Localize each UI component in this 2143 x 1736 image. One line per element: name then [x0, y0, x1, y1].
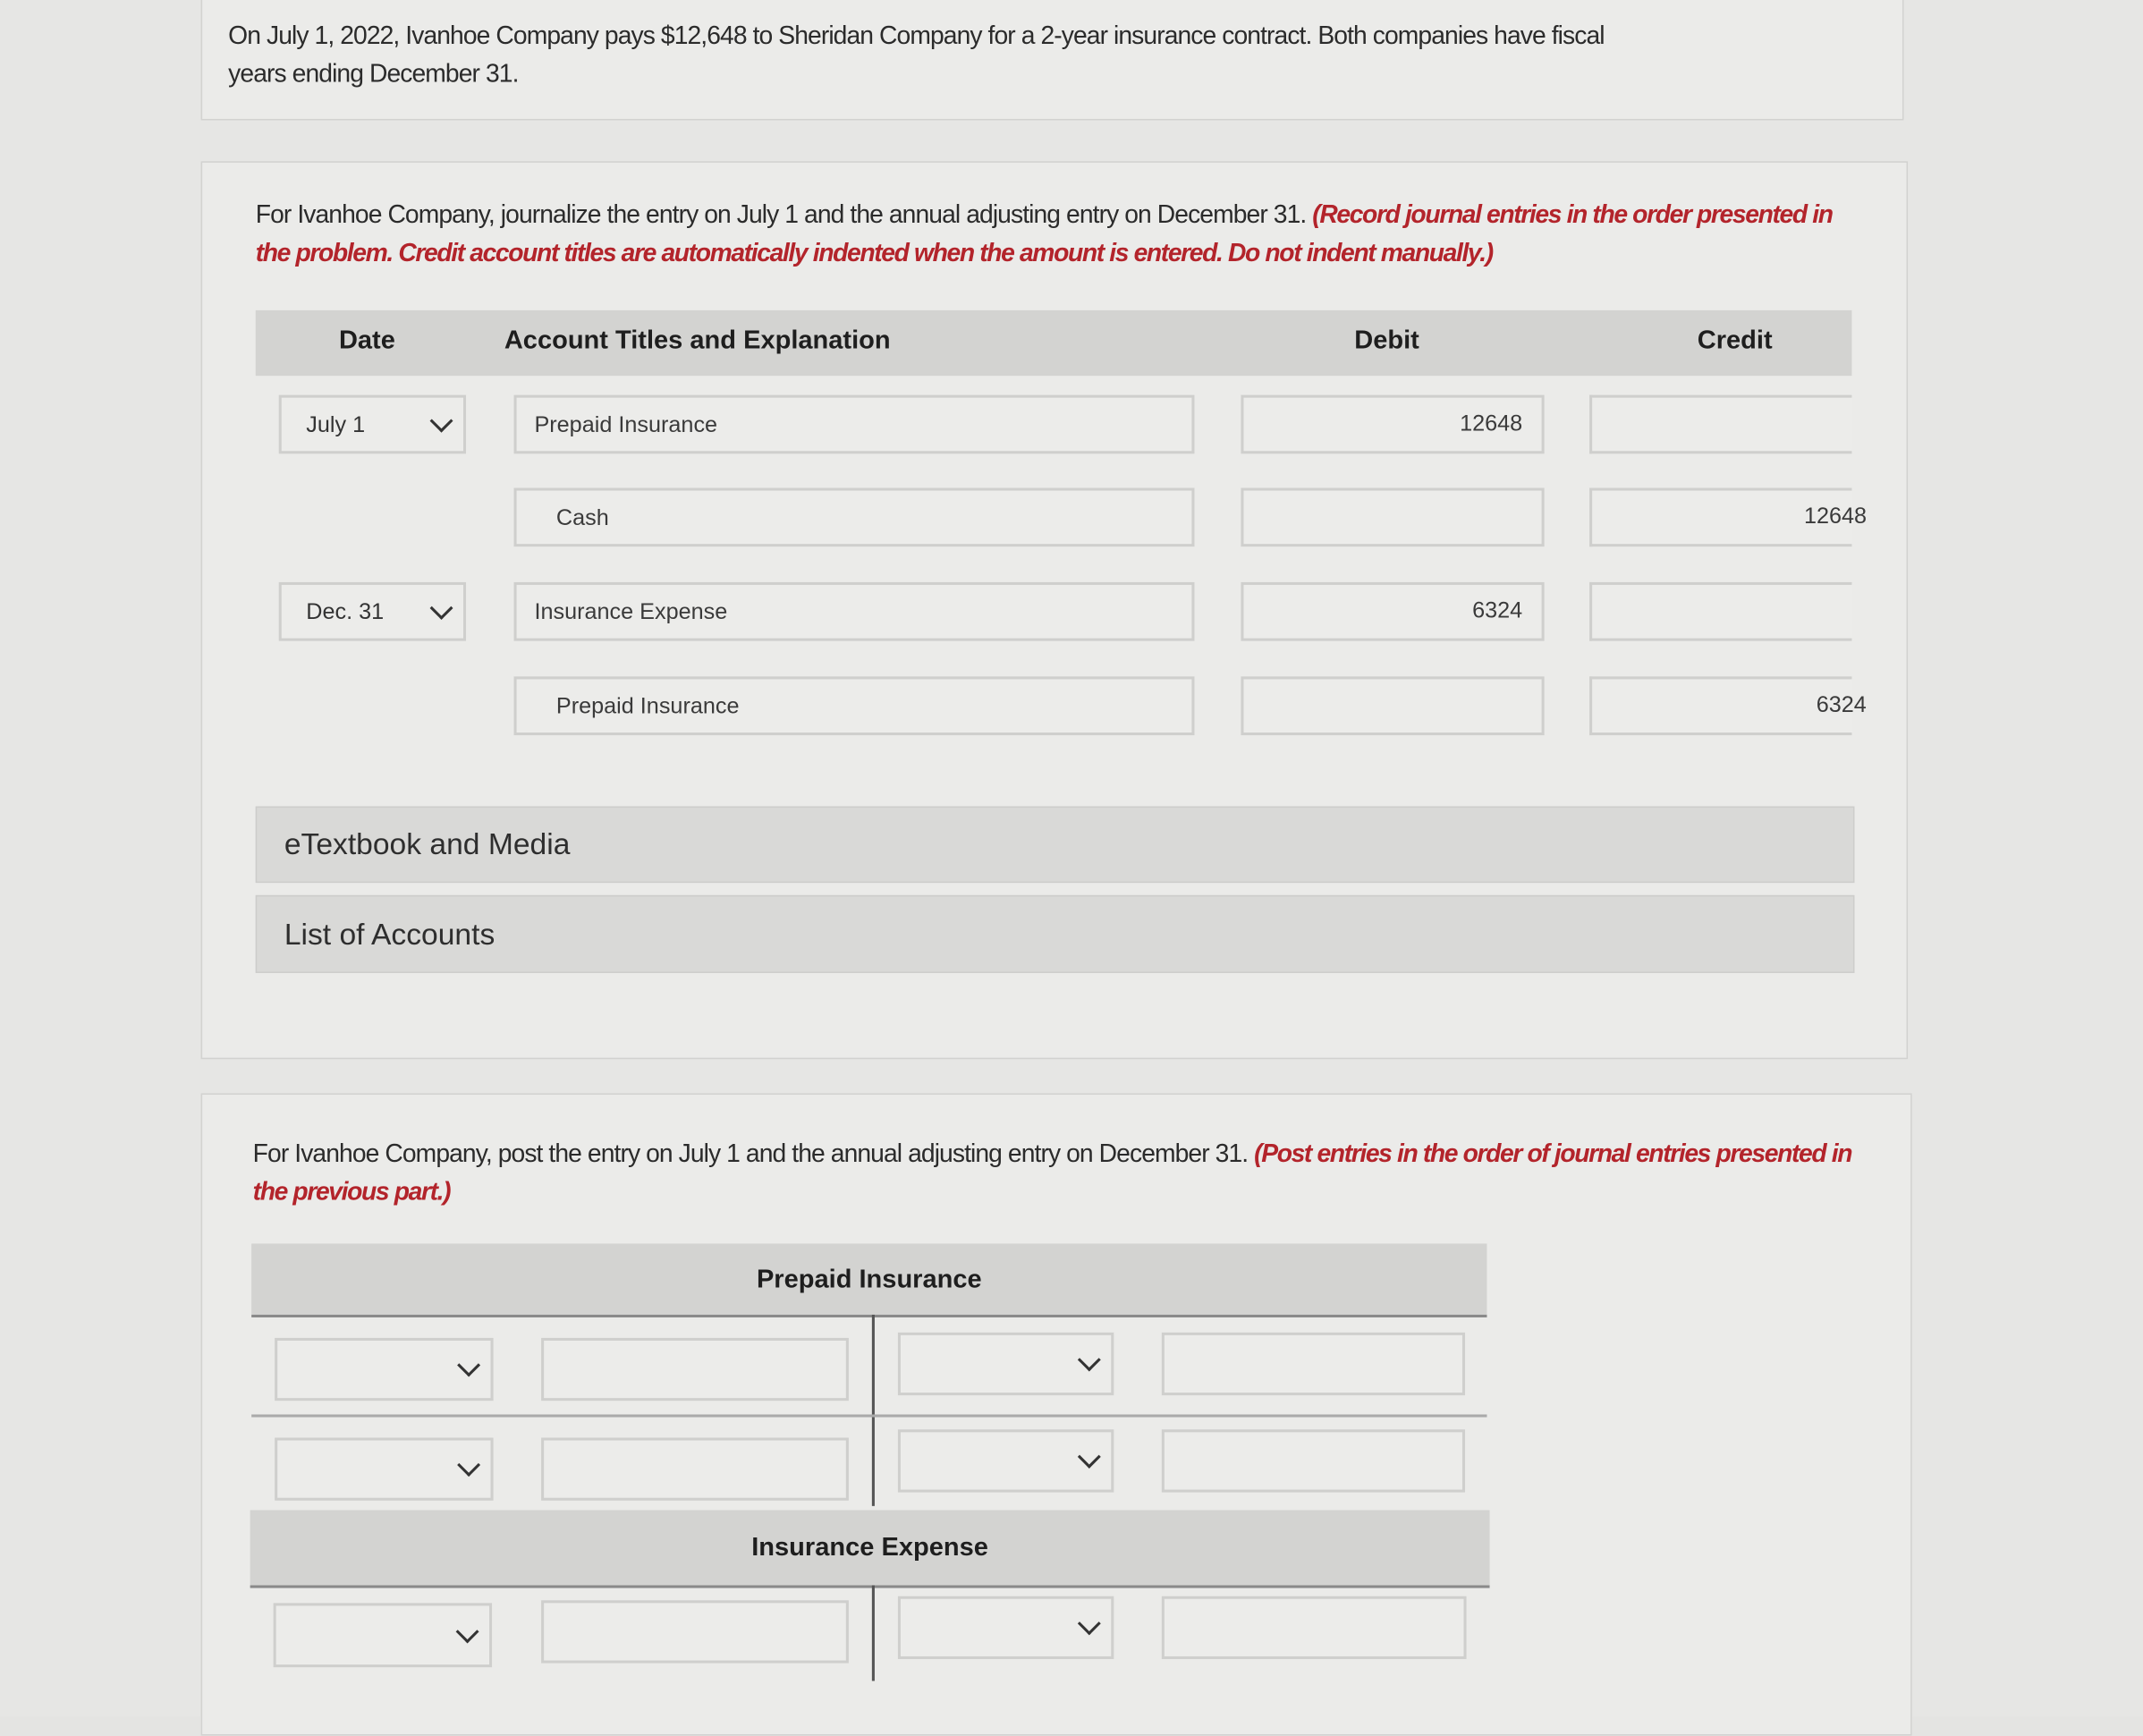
credit-input[interactable] [1589, 395, 1851, 454]
posting-instruction-text: For Ivanhoe Company, post the entry on July 1 and the annual adjusting entry on December 31. [252, 1138, 1249, 1167]
posting-date-select[interactable] [275, 1437, 493, 1500]
debit-input[interactable]: 6324 [1241, 582, 1544, 641]
t-account-insurance-expense-title: Insurance Expense [250, 1510, 1490, 1585]
date-value: July 1 [306, 412, 366, 437]
chevron-down-icon [430, 596, 453, 619]
t-account-divider [872, 1585, 875, 1681]
journal-header [256, 310, 1852, 376]
credit-value: 12648 [1803, 504, 1868, 529]
posting-date-select[interactable] [898, 1429, 1114, 1492]
account-input[interactable]: Cash [514, 487, 1195, 546]
date-value: Dec. 31 [306, 599, 385, 625]
header-date: Date [338, 326, 395, 356]
etextbook-and-media-button[interactable]: eTextbook and Media [256, 807, 1855, 884]
account-input[interactable]: Prepaid Insurance [514, 395, 1195, 454]
date-select[interactable] [279, 582, 466, 641]
t-account-divider [250, 1585, 1490, 1588]
account-input[interactable]: Prepaid Insurance [514, 676, 1195, 735]
t-account-divider [872, 1315, 875, 1506]
chevron-down-icon [457, 1453, 480, 1477]
problem-text-line1: On July 1, 2022, Ivanhoe Company pays $12,648 to Sheridan Company for a 2-year insurance contract. Both companies have fiscal [228, 20, 1605, 50]
problem-text-line2: years ending December 31. [228, 58, 519, 88]
debit-input[interactable] [1241, 487, 1544, 546]
chevron-down-icon [457, 1354, 480, 1377]
problem-panel [201, 0, 1904, 120]
posting-amount-input[interactable] [1162, 1333, 1465, 1395]
list-of-accounts-button[interactable]: List of Accounts [256, 895, 1855, 973]
credit-input[interactable] [1589, 582, 1851, 641]
posting-amount-input[interactable] [541, 1437, 849, 1500]
posting-date-select[interactable] [898, 1333, 1114, 1395]
header-credit: Credit [1697, 326, 1773, 356]
posting-amount-input[interactable] [1162, 1429, 1465, 1492]
debit-input[interactable]: 12648 [1241, 395, 1544, 454]
chevron-down-icon [1078, 1612, 1101, 1635]
credit-input[interactable] [1589, 676, 1867, 735]
posting-date-select[interactable] [274, 1603, 492, 1667]
journal-instruction [256, 196, 1855, 273]
debit-input[interactable] [1241, 676, 1544, 735]
header-account: Account Titles and Explanation [504, 326, 891, 356]
posting-date-select[interactable] [275, 1338, 493, 1401]
journal-instruction-note: (Record journal entries in the order presented in the problem. Credit account titles are automatically indented when the amount is entered. Do not indent manually.) [255, 199, 1833, 267]
posting-amount-input[interactable] [1162, 1596, 1467, 1659]
credit-input[interactable] [1589, 487, 1868, 546]
posting-instruction [253, 1134, 1866, 1211]
chevron-down-icon [430, 409, 453, 432]
posting-amount-input[interactable] [541, 1600, 849, 1663]
date-select[interactable] [279, 395, 466, 454]
row-divider [251, 1414, 1487, 1417]
chevron-down-icon [1078, 1348, 1101, 1371]
t-account-divider [251, 1315, 1487, 1317]
posting-amount-input[interactable] [541, 1338, 849, 1401]
posting-date-select[interactable] [898, 1596, 1114, 1659]
posting-instruction-note: (Post entries in the order of journal entries presented in the previous part.) [252, 1138, 1852, 1206]
journal-instruction-text: For Ivanhoe Company, journalize the entry on July 1 and the annual adjusting entry on December 31. [255, 199, 1307, 229]
chevron-down-icon [456, 1620, 479, 1643]
t-account-prepaid-insurance-title: Prepaid Insurance [251, 1243, 1487, 1314]
credit-value: 6324 [1816, 692, 1867, 718]
account-input[interactable]: Insurance Expense [514, 582, 1195, 641]
chevron-down-icon [1078, 1445, 1101, 1469]
header-debit: Debit [1354, 326, 1419, 356]
